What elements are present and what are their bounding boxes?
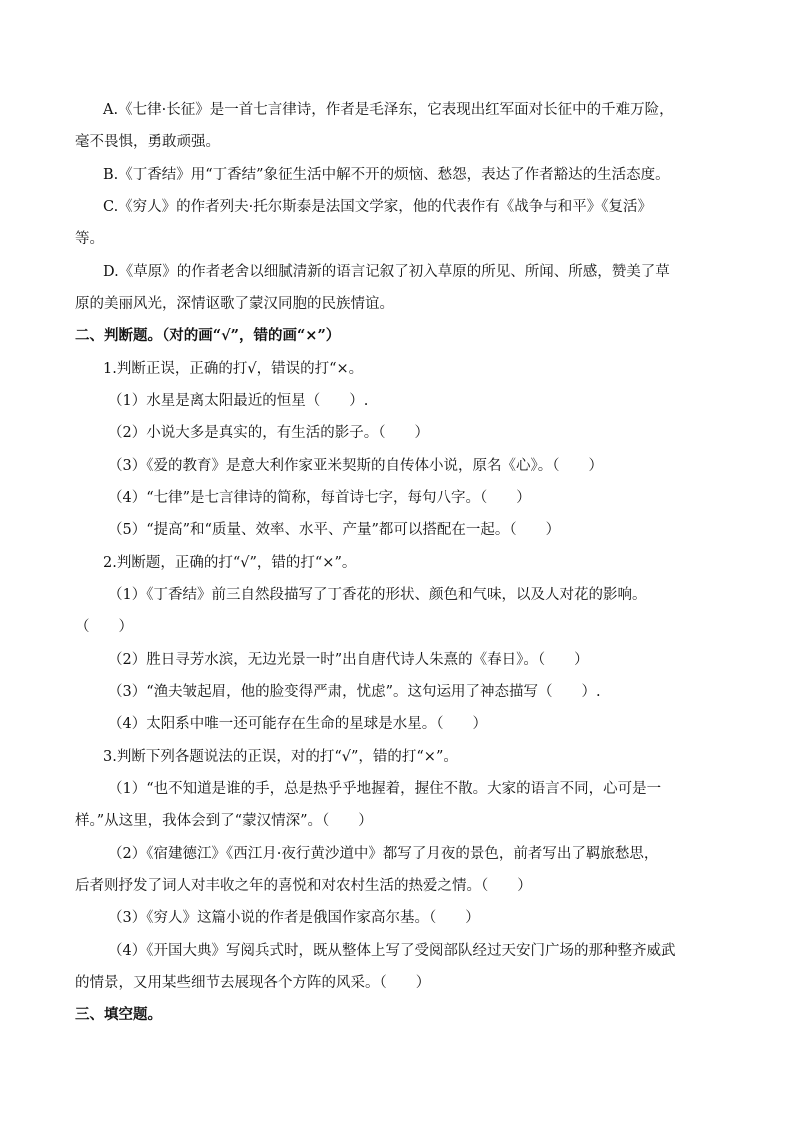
q1-item-5: （5）“提高”和“质量、效率、水平、产量”都可以搭配在一起。（ ） [108,522,561,538]
q3-item-2-line-1: （2）《宿建德江》《西江月·夜行黄沙道中》都写了月夜的景色，前者写出了羁旅愁思， [108,846,659,862]
option-d-line-1: D.《草原》的作者老舍以细腻清新的语言记叙了初入草原的所见、所闻、所感，赞美了草 [103,264,670,280]
q3-item-4-line-1: （4）《开国大典》写阅兵式时，既从整体上写了受阅部队经过天安门广场的那种整齐威武 [108,943,676,959]
q1-item-3: （3）《爱的教育》是意大利作家亚米契斯的自传体小说，原名《心》。（ ） [108,458,603,474]
q1-item-2: （2）小说大多是真实的，有生活的影子。（ ） [108,425,429,441]
q2-item-1-line-1: （1）《丁香结》前三自然段描写了丁香花的形状、颜色和气味，以及人对花的影响。 [108,587,647,603]
q3-item-1-line-1: （1）“也不知道是谁的手，总是热乎乎地握着，握住不散。大家的语言不同，心可是一 [108,781,662,797]
option-d-line-2: 原的美丽风光，深情讴歌了蒙汉同胞的民族情谊。 [75,296,394,312]
q3-item-3: （3）《穷人》这篇小说的作者是俄国作家高尔基。（ ） [108,910,480,926]
q2-item-1-line-2: （ ） [75,619,133,635]
q3-item-1-line-2: 样。”从这里，我体会到了“蒙汉情深”。（ ） [75,813,373,829]
section-3-heading: 三、填空题。 [75,1006,162,1023]
q3-item-2-line-2: 后者则抒发了词人对丰收之年的喜悦和对农村生活的热爱之情。（ ） [75,878,532,894]
section-2-heading: 二、判断题。（对的画“√”，错的画“×”） [75,327,341,344]
q1-instruction: 1.判断正误，正确的打√，错误的打“×。 [103,361,364,377]
q1-item-1: （1）水星是离太阳最近的恒星（ ）. [108,393,369,409]
q2-item-4: （4）太阳系中唯一还可能存在生命的星球是水星。（ ） [108,716,487,732]
q2-instruction: 2.判断题，正确的打“√”，错的打“×”。 [103,555,357,571]
option-b-line: B.《丁香结》用“丁香结”象征生活中解不开的烦恼、愁怨，表达了作者豁达的生活态度。 [103,167,670,183]
option-c-line-2: 等。 [75,231,104,247]
option-a-line-2: 毫不畏惧，勇敢顽强。 [75,134,220,150]
q3-instruction: 3.判断下列各题说法的正误，对的打“√”，错的打“×”。 [103,749,458,765]
option-c-line-1: C.《穷人》的作者列夫·托尔斯泰是法国文学家，他的代表作有《战争与和平》《复活》 [103,199,653,215]
q3-item-4-line-2: 的情景，又用某些细节去展现各个方阵的风采。（ ） [75,975,431,991]
q2-item-2: （2）胜日寻芳水滨，无边光景一时”出自唐代诗人朱熹的《春日》。（ ） [108,652,589,668]
q2-item-3: （3）“渔夫皱起眉，他的脸变得严肃，忧虑”。这句运用了神态描写（ ）. [108,684,601,700]
option-a-line-1: A.《七律·长征》是一首七言律诗，作者是毛泽东，它表现出红军面对长征中的千难万险， [103,102,674,118]
q1-item-4: （4）“七律”是七言律诗的简称，每首诗七字，每句八字。（ ） [108,490,531,506]
